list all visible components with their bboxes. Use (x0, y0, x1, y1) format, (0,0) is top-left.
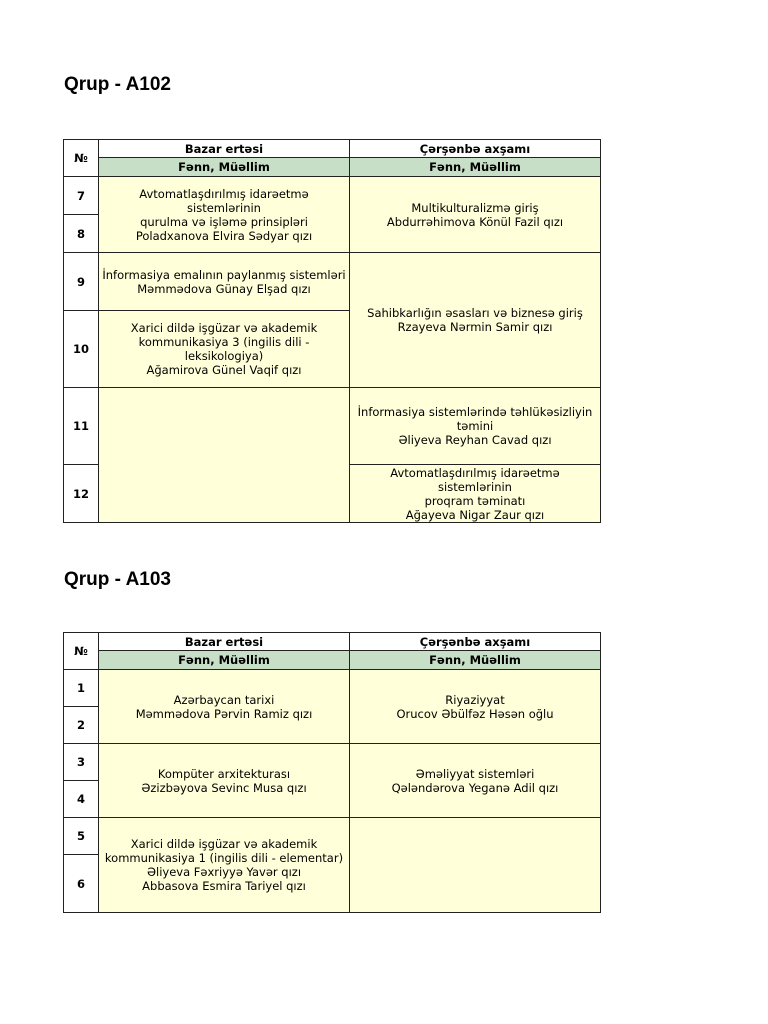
row-number: 8 (64, 215, 99, 253)
row-number: 12 (64, 465, 99, 523)
cell-text-line: Poladxanova Elvira Sədyar qızı (135, 228, 313, 243)
schedule-cell (99, 744, 350, 818)
group-title-a103: Qrup - A103 (64, 569, 171, 590)
day-header-tuesday: Çərşənbə axşamı (350, 140, 601, 158)
cell-text-line: Məmmədova Günay Elşad qızı (137, 281, 311, 296)
cell-text-line: Ağamirova Günel Vaqif qızı (146, 363, 302, 377)
schedule-table-a103 (63, 632, 601, 913)
schedule-cell (350, 253, 601, 388)
cell-text-line: İnformasiya sistemlərində təhlükəsizliyin (357, 405, 593, 419)
cell-text-line: Sahibkarlığın əsasları və biznesə giriş (367, 306, 583, 320)
cell-text-line: Əliyeva Fəxriyyə Yavər qızı (146, 865, 302, 879)
schedule-cell (350, 818, 601, 913)
group-title-a102: Qrup - A102 (64, 74, 171, 95)
sub-header-tuesday: Fənn, Müəllim (350, 651, 601, 670)
schedule-cell (350, 744, 601, 818)
row-number: 9 (64, 253, 99, 311)
cell-text-line: Riyaziyyat (445, 692, 505, 707)
row-number: 7 (64, 177, 99, 215)
cell-text-line: qurulma və işləmə prinsipləri (140, 214, 308, 229)
cell-text-line: Xarici dildə işgüzar və akademik (130, 837, 318, 851)
row-number: 3 (64, 744, 99, 781)
day-header-monday: Bazar ertəsi (99, 633, 350, 651)
cell-text-line: Azərbaycan tarixi (173, 692, 275, 707)
schedule-cell (350, 388, 601, 465)
cell-text-line: Avtomatlaşdırılmış idarəetmə sistemlərinin (139, 186, 309, 215)
sub-header-monday: Fənn, Müəllim (99, 158, 350, 177)
schedule-cell (99, 818, 350, 913)
schedule-cell (99, 253, 350, 311)
cell-text-line: Avtomatlaşdırılmış idarəetmə sistemlərinin (390, 465, 560, 494)
cell-text-line: İnformasiya emalının paylanmış sistemləri (102, 267, 346, 282)
schedule-cell (99, 311, 350, 388)
row-number: 1 (64, 670, 99, 707)
cell-text-line: Rzayeva Nərmin Samir qızı (397, 320, 553, 334)
day-header-monday: Bazar ertəsi (99, 140, 350, 158)
sub-header-monday: Fənn, Müəllim (99, 651, 350, 670)
sub-header-tuesday: Fənn, Müəllim (350, 158, 601, 177)
schedule-cell (350, 177, 601, 253)
schedule-cell (99, 670, 350, 744)
cell-text-line: Əliyeva Reyhan Cavad qızı (398, 433, 552, 447)
cell-text-line: kommunikasiya 1 (ingilis dili - elementar) (104, 851, 344, 865)
cell-text-line: Abbasova Esmira Tariyel qızı (142, 879, 306, 893)
row-number: 11 (64, 388, 99, 465)
cell-text-line: Orucov Əbülfəz Həsən oğlu (396, 706, 554, 721)
row-number: 2 (64, 707, 99, 744)
number-header: № (64, 140, 99, 177)
schedule-cell (350, 465, 601, 523)
schedule-table-a102 (63, 139, 601, 523)
cell-text-line: Əzizbəyova Sevinc Musa qızı (141, 780, 307, 795)
cell-text-line: Ağayeva Nigar Zaur qızı (405, 507, 545, 522)
schedule-cell (350, 670, 601, 744)
cell-text-line: kommunikasiya 3 (ingilis dili - leksikologiya) (138, 335, 310, 363)
cell-text-line: Məmmədova Pərvin Ramiz qızı (135, 706, 313, 721)
cell-text-line: Xarici dildə işgüzar və akademik (130, 321, 318, 335)
schedule-cell (99, 177, 350, 253)
row-number: 6 (64, 855, 99, 913)
row-number: 5 (64, 818, 99, 855)
number-header: № (64, 633, 99, 670)
cell-text-line: Multikulturalizmə giriş (411, 200, 539, 215)
cell-text-line: Kompüter arxitekturası (157, 766, 291, 781)
cell-text-line: Qələndərova Yeganə Adil qızı (391, 780, 559, 795)
cell-text-line: Əməliyyat sistemləri (415, 766, 535, 781)
cell-text-line: proqram təminatı (424, 493, 526, 508)
cell-text-line: təmini (456, 419, 494, 433)
cell-text-line: Abdurrəhimova Könül Fazil qızı (386, 214, 564, 229)
row-number: 10 (64, 311, 99, 388)
row-number: 4 (64, 781, 99, 818)
day-header-tuesday: Çərşənbə axşamı (350, 633, 601, 651)
schedule-cell (99, 388, 350, 523)
